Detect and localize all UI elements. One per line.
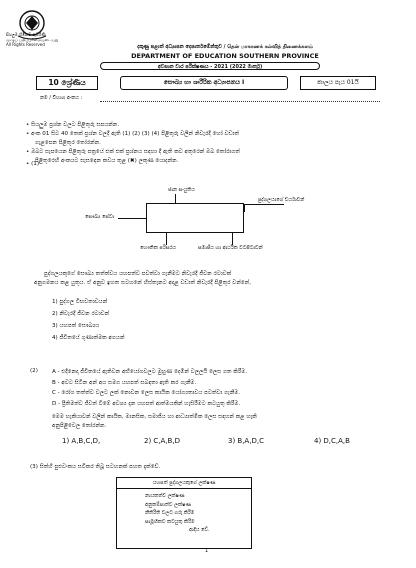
q3-trait-item: අනුකම්පාත්ව ලක්ෂණ xyxy=(145,501,191,508)
diagram-label-socio-economic: සමාජීය හා ආර්ථික වටපිටාවන් xyxy=(198,245,263,251)
q2-statements xyxy=(52,367,392,409)
q2-statement: A - එදිනෙදා ජීවිතයේ ඇතිවන අභියෝගවලට මුහුණ දෙමින් වලලයි ලෙස ගත කිරීම. xyxy=(52,369,247,375)
q2-question xyxy=(52,413,392,431)
instruction-item-cont: පිළිතුරෙහි අංකයට සැසඳෙන කවය තුළ (✖) ලකුණ යොදන්න. xyxy=(35,158,179,164)
q2-number: (2) xyxy=(30,368,38,374)
q3-trait-item: නීතිරීති වලට ගරු කිරීම xyxy=(145,510,195,516)
q3-traits-box xyxy=(116,477,252,549)
q2-option[interactable]: 3) B,A,D,C xyxy=(228,437,264,445)
q2-option[interactable]: 4) D,C,A,B xyxy=(314,437,350,445)
q2-question-line: මෙම හැකියාවන් වලින් කායික, මානසික, සමාජීය හා ආධ්‍යාත්මික ලෙස සඳහන් කළ හැකි xyxy=(52,414,257,420)
rights-line-tamil: முழுப் பதிப்புரிமையுடையது xyxy=(6,37,59,42)
diagram-connector xyxy=(244,204,245,212)
duration-box xyxy=(300,76,376,90)
diagram-label-behaviour: පුද්ගලයාගේ චර්යාවන් xyxy=(258,197,305,203)
q3-intro: (3) සිත්හි පුළුවංකය සවිකර තිබූ සටහනක් පහත දැක්වේ. xyxy=(30,464,161,470)
name-label: නම / විභාග අංකය : xyxy=(40,95,83,101)
instruction-item: • ඔබට සැපයෙන පිළිතුරු පත්‍රයේ එක් එක් ප්‍රශ්නය සඳහා දී ඇති කව අතුරෙන් ඔබ තෝරාගත් xyxy=(26,149,240,155)
page-number: 1 xyxy=(205,548,209,554)
subject-box xyxy=(120,76,288,90)
grade-label: 10 ශ්‍රේණිය xyxy=(48,78,86,87)
subject-label: සෞඛ්‍ය හා ශාරීරික අධ්‍යාපනය I xyxy=(163,79,245,86)
q1-option[interactable]: 4) ජීවිතයේ ගුණාත්මක අගයන් xyxy=(52,335,125,341)
q1-option[interactable]: 1) පුද්ගල විභවතාවයන් xyxy=(52,299,108,305)
q1-option[interactable]: 3) යහපත් සෞඛ්‍යය xyxy=(52,323,100,329)
instructions-block xyxy=(26,121,386,166)
diagram-connector xyxy=(244,204,284,205)
instruction-item: • සියලුම ප්‍රශ්න වලට පිළිතුරු සපයන්න. xyxy=(26,122,120,128)
q2-option[interactable]: 1) A,B,C,D, xyxy=(62,437,101,445)
diagram-center-blank-box xyxy=(146,203,244,233)
duration-label: කාලය පැය 01යි xyxy=(317,79,359,86)
q1-number: • (1) xyxy=(26,161,40,167)
diagram-label-health-services: සෞඛ්‍ය සේවා xyxy=(85,214,115,220)
instruction-item-cont: ගැළපෙන පිළිතුර තෝරන්න. xyxy=(35,140,101,146)
department-name-sinhala-tamil: දකුණු පළාත් අධ්‍යාපන දෙපාර්තමේන්තුව / தென் மாகாணக் கல்வித் திணைக்களம் xyxy=(137,44,313,50)
q3-traits-list xyxy=(117,489,251,535)
grade-box xyxy=(36,76,98,90)
q1-option[interactable]: 2) නිවැරදි ජීවන රටාවන් xyxy=(52,311,110,317)
rights-line-sinhala: සියලුම හිමිකම් ඇවිරිණි xyxy=(6,32,46,37)
diagram-connector xyxy=(232,233,233,245)
q2-statement: C - රෝග තත්ත්ව වලට ලක් නොවන ලෙස කායික යෝග්‍යතාවය පවත්වා ගැනීම. xyxy=(52,390,241,396)
q1-text-line: පුද්ගලයකුගේ සෞඛ්‍ය තත්ත්වය යහපත්ව පවත්වා ගැනීමට නිවැරදි ජීවන රටාවක් xyxy=(44,271,232,277)
q3-trait-item: සාමූහිකව කටයුතු කිරීම xyxy=(145,518,195,525)
q2-statement: B - අවට සිටින අන් අය සමග යහපත් සබඳතා ඇති කර ගැනීම. xyxy=(52,379,197,386)
q2-statement: D - ප්‍රීතිමත්ව ජීවත් වීමේ අවශ්‍ය දැන යහපත් ආත්මයකින් හැසිරීමට කටයුතු කිරීම. xyxy=(52,400,241,407)
q3-box-title: යහපත් පුද්ගලයකුගේ ලක්ෂණ xyxy=(117,478,251,489)
q3-trait-item: ආදිය වේ. xyxy=(189,527,210,533)
department-name-english: DEPARTMENT OF EDUCATION SOUTHERN PROVINCE xyxy=(131,52,319,60)
instruction-item: • අංක 01 සිට 40 තෙක් ප්‍රශ්න වලදී ඇති (1) (2) (3) (4) පිළිතුරු වලින් නිවැරදි හෝ වඩාත් xyxy=(26,131,239,137)
diagram-connector xyxy=(175,194,176,203)
diagram-connector xyxy=(118,218,146,219)
name-fill-line[interactable] xyxy=(100,101,380,102)
diagram-label-physical-environment: භෞතික පරිසරය xyxy=(140,245,176,251)
diagram-label-genes: ජාන සංයුතිය xyxy=(168,187,195,193)
diagram-connector xyxy=(166,233,167,245)
q1-question-text xyxy=(34,270,394,288)
q3-trait-item: නායකත්ව ලක්ෂණ xyxy=(145,493,185,499)
rights-line-english: All Rights Reserved xyxy=(6,42,45,47)
exam-title: අවසාන වාර පරීක්ෂණය - 2021 (2022 මාර්තු) xyxy=(100,62,320,70)
q2-option[interactable]: 2) C,A,B,D xyxy=(144,437,180,445)
q2-question-line: අනුපිළිවෙල තෝරන්න. xyxy=(52,423,107,429)
q1-options xyxy=(52,296,352,344)
q1-text-line: අනුගමනය කළ යුතුය. ඒ අනුව ඉහත සටහනේ හිස්තැනට අදාළ වඩාත් නිවැරදි පිළිතුර වන්නේ, xyxy=(34,280,252,286)
